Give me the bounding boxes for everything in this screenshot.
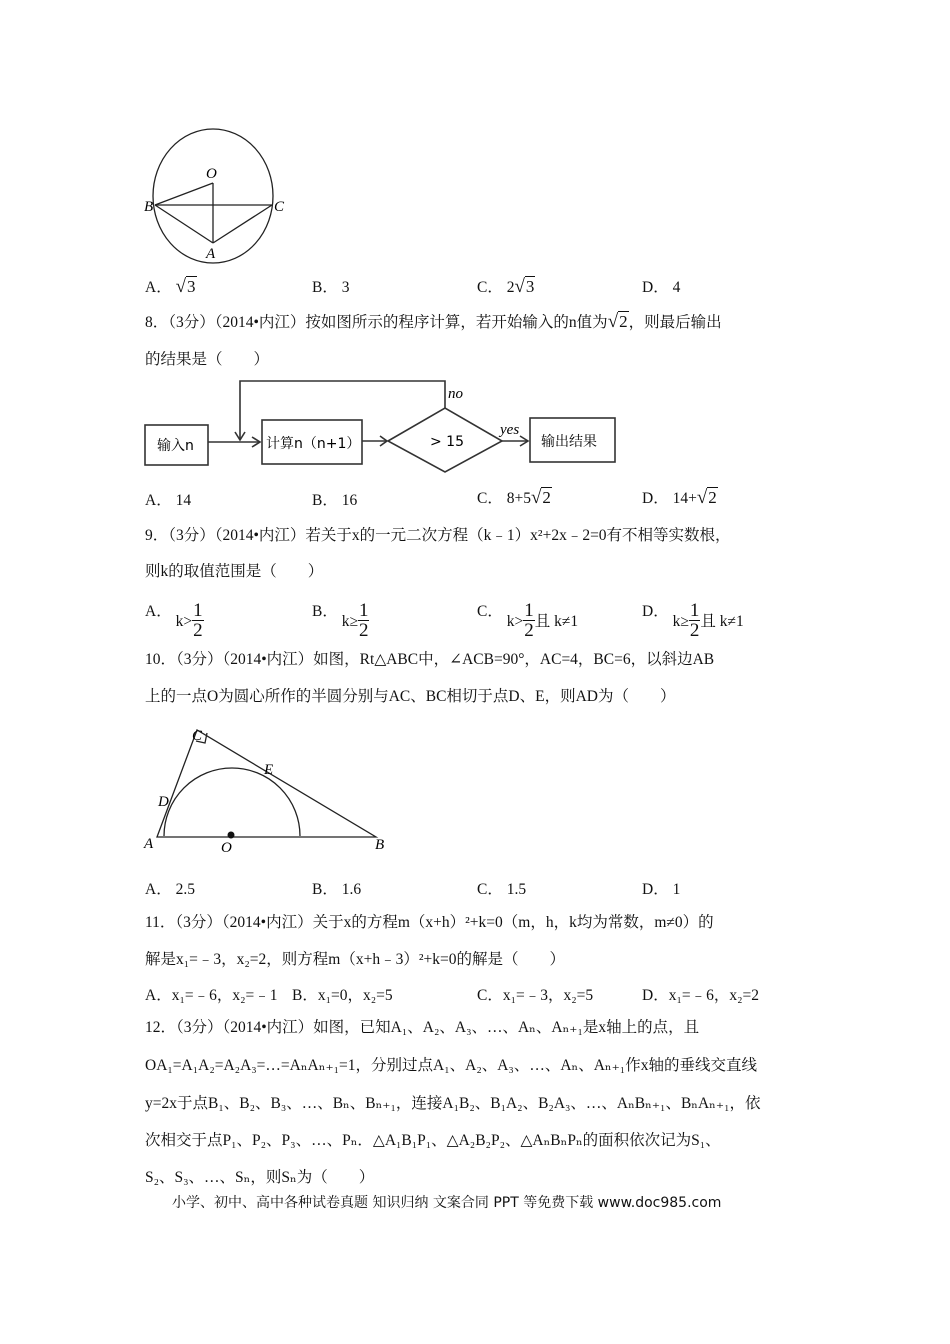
question-10-line1: 10．（3分）（2014•内江）如图，Rt△ABC中，∠ACB=90°，AC=4，BC=6，以斜边AB	[145, 651, 715, 668]
question-12-line5: S₂、S₃、…、Sₙ，则Sₙ为（ ）	[145, 1169, 375, 1186]
label-o: O	[206, 166, 217, 182]
label-e: E	[264, 762, 274, 778]
flow-yes-label: yes	[500, 422, 520, 438]
choice-d[interactable]: D．x₁=﹣6，x₂=2	[642, 987, 759, 1004]
flow-compute: 计算n（n+1）	[266, 436, 361, 452]
choice-c[interactable]: C． k> $\frac{1}{2}$ 且 k≠1	[477, 600, 579, 641]
circle-figure	[153, 129, 273, 263]
question-9-line2: 则k的取值范围是（ ）	[145, 563, 324, 580]
question-12-line3: y=2x于点B₁、B₂、B₃、…、Bₙ、Bₙ₊₁，连接A₁B₂、B₁A₂、B₂A₃、…、AₙBₙ₊₁、BₙAₙ₊₁，依	[145, 1095, 761, 1112]
question-9-line1: 9．（3分）（2014•内江）若关于x的一元二次方程（k﹣1）x²+2x﹣2=0有不相等实数根，	[145, 527, 731, 544]
choice-b[interactable]: B． k≥ $\frac{1}{2}$	[312, 600, 369, 641]
question-11-line1: 11．（3分）（2014•内江）关于x的方程m（x+h）²+k=0（m，h，k均为常数，m≠0）的	[145, 914, 714, 931]
choice-d[interactable]: D． 4	[642, 279, 681, 296]
flowchart	[145, 381, 615, 472]
question-11-line2: 解是x₁=﹣3，x₂=2，则方程m（x+h﹣3）²+k=0的解是（ ）	[145, 951, 565, 968]
choice-a[interactable]: A． 2.5	[145, 881, 195, 898]
question-10-line2: 上的一点O为圆心所作的半圆分别与AC、BC相切于点D、E，则AD为（ ）	[145, 688, 676, 705]
sqrt: √3	[514, 276, 535, 297]
flow-condition: > 15	[430, 434, 464, 450]
label-c: C	[192, 728, 203, 744]
label-o: O	[221, 840, 232, 856]
choice-b[interactable]: B． 1.6	[312, 881, 362, 898]
flow-output: 输出结果	[541, 434, 597, 450]
flow-no-label: no	[448, 386, 463, 402]
choice-b[interactable]: B． 3	[312, 279, 350, 296]
choice-a[interactable]: A．x₁=﹣6，x₂=﹣1	[145, 987, 278, 1004]
choice-a[interactable]: A． 14	[145, 492, 192, 509]
sqrt: √3	[175, 276, 196, 297]
choice-d[interactable]: D． 1	[642, 881, 681, 898]
choice-c[interactable]: C． 1.5	[477, 881, 527, 898]
label-c: C	[274, 199, 285, 215]
label-a: A	[144, 836, 154, 852]
choice-c[interactable]: C． 2√3	[477, 276, 535, 297]
choice-c[interactable]: C． 8+5√2	[477, 487, 551, 508]
center-point	[228, 832, 235, 839]
label-d: D	[158, 794, 169, 810]
choice-c[interactable]: C．x₁=﹣3，x₂=5	[477, 987, 594, 1004]
choice-b[interactable]: B． 16	[312, 492, 358, 509]
question-12-line1: 12．（3分）（2014•内江）如图，已知A₁、A₂、A₃、…、Aₙ、Aₙ₊₁是x轴上的点，且	[145, 1019, 700, 1036]
choice-a[interactable]: A． k> $\frac{1}{2}$	[145, 600, 203, 641]
triangle-figure	[157, 730, 376, 837]
flow-input: 输入n	[157, 438, 194, 454]
footer-text: 小学、初中、高中各种试卷真题 知识归纳 文案合同 PPT 等免费下载 www.doc985.com	[172, 1195, 722, 1211]
label-a: A	[206, 246, 216, 262]
label-b: B	[375, 837, 385, 853]
question-8-line2: 的结果是（ ）	[145, 351, 270, 368]
choice-d[interactable]: D． 14+√2	[642, 487, 717, 508]
question-8-line1: 8．（3分）（2014•内江）按如图所示的程序计算，若开始输入的n值为√2，则最后输出	[145, 311, 722, 332]
choice-b[interactable]: B．x₁=0，x₂=5	[292, 987, 393, 1004]
choice-a[interactable]: A． √3	[145, 276, 196, 297]
question-12-line4: 次相交于点P₁、P₂、P₃、…、Pₙ．△A₁B₁P₁、△A₂B₂P₂、△AₙBₙPₙ的面积依次记为S₁、	[145, 1132, 721, 1149]
choice-d[interactable]: D． k≥ $\frac{1}{2}$ 且 k≠1	[642, 600, 744, 641]
question-12-line2: OA₁=A₁A₂=A₂A₃=…=AₙAₙ₊₁=1，分别过点A₁、A₂、A₃、…、Aₙ、Aₙ₊₁作x轴的垂线交直线	[145, 1057, 757, 1074]
label-b: B	[144, 199, 154, 215]
